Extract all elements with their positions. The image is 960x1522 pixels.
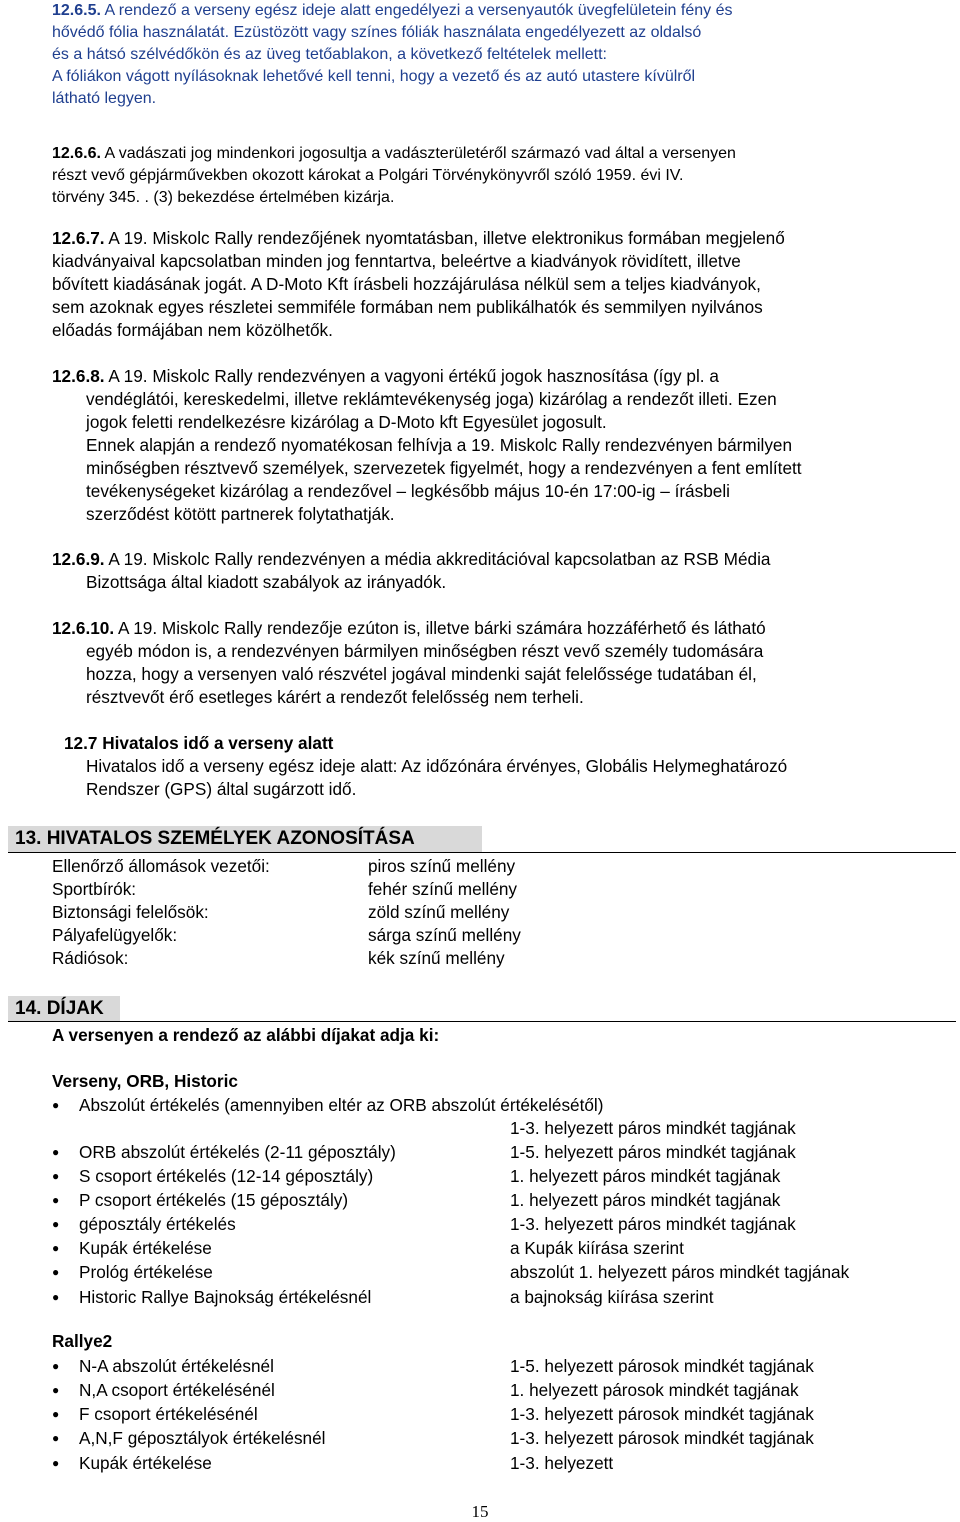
bullet-icon: ● <box>52 1359 60 1373</box>
official-role: Biztonsági felelősök: <box>52 902 209 922</box>
text-line: szerződést kötött partnerek folytathatják. <box>86 504 395 524</box>
official-role: Rádiósok: <box>52 948 129 968</box>
prize-category: A,N,F géposztályok értékelésnél <box>79 1428 326 1448</box>
paragraph-12-6-9 <box>52 548 918 571</box>
section-14-rule <box>8 1021 956 1022</box>
paragraph-12-6-8 <box>52 365 918 388</box>
text-line: Rendszer (GPS) által sugárzott idő. <box>86 779 357 799</box>
prize-award: a Kupák kiírása szerint <box>510 1238 684 1258</box>
prize-category: Kupák értékelése <box>79 1453 212 1473</box>
bullet-icon: ● <box>52 1265 60 1279</box>
page-number: 15 <box>471 1502 489 1521</box>
paragraph-12-7 <box>86 755 926 801</box>
text-line: előadás formájában nem közölhetők. <box>52 320 333 340</box>
paragraph-12-6-7 <box>52 227 918 342</box>
text-line: tevékenységeket kizárólag a rendezővel – legkésőbb május 10-én 17:00-ig – írásbeli <box>86 481 730 501</box>
text-line: A 19. Miskolc Rally rendezőjének nyomtatásban, illetve elektronikus formában megjelenő <box>108 228 785 248</box>
paragraph-number: 12.6.9. <box>52 549 105 569</box>
text-line: A 19. Miskolc Rally rendezvényen a média akkreditációval kapcsolatban az RSB Média <box>108 549 771 569</box>
prize-category: Abszolút értékelés (amennyiben eltér az ORB abszolút értékelésétől) <box>79 1095 604 1115</box>
prize-award: 1-3. helyezett párosok mindkét tagjának <box>510 1404 814 1424</box>
text-line: A vadászati jog mindenkori jogosultja a vadászterületéről származó vad által a versenyen <box>104 145 736 162</box>
paragraph-number: 12.6.6. <box>52 145 101 162</box>
text-line: jogok feletti rendelkezésre kizárólag a D-Moto kft Egyesület jogosult. <box>86 412 607 432</box>
text-line: sem azoknak egyes részletei semmiféle formában nem publikálhatók és semmilyen nyilvános <box>52 297 763 317</box>
bullet-icon: ● <box>52 1169 60 1183</box>
prize-award: 1-3. helyezett párosok mindkét tagjának <box>510 1428 814 1448</box>
prize-category: Prológ értékelése <box>79 1262 213 1282</box>
bullet-icon: ● <box>52 1456 60 1470</box>
prize-category: géposztály értékelés <box>79 1214 236 1234</box>
prize-category: N,A csoport értékelésénél <box>79 1380 275 1400</box>
text-line: részt vevő gépjárművekben okozott károkat a Polgári Törvénykönyvről szóló 1959. évi IV. <box>52 167 684 184</box>
prize-category: ORB abszolút értékelés (2-11 géposztály) <box>79 1142 396 1162</box>
paragraph-12-6-10-cont <box>86 640 918 709</box>
prize-award: 1-3. helyezett páros mindkét tagjának <box>510 1118 796 1138</box>
text-line: Bizottsága által kiadott szabályok az irányadók. <box>86 572 447 592</box>
section-12-7-title: 12.7 Hivatalos idő a verseny alatt <box>64 733 334 753</box>
prize-award: 1-5. helyezett párosok mindkét tagjának <box>510 1356 814 1376</box>
text-line: bővített kiadásának jogát. A D-Moto Kft írásbeli hozzájárulása nélkül sem a teljes kiadványok, <box>52 274 761 294</box>
section-14-subtitle: A versenyen a rendező az alábbi díjakat adja ki: <box>52 1025 440 1045</box>
bullet-icon: ● <box>52 1241 60 1255</box>
prize-award: abszolút 1. helyezett páros mindkét tagjának <box>510 1262 850 1282</box>
bullet-icon: ● <box>52 1407 60 1421</box>
prize-group-heading: Rallye2 <box>52 1331 113 1351</box>
prize-category: F csoport értékelésénél <box>79 1404 258 1424</box>
prize-award: a bajnokság kiírása szerint <box>510 1287 714 1307</box>
text-line: törvény 345. . (3) bekezdése értelmében kizárja. <box>52 189 395 206</box>
text-line: hővédő fólia használatát. Ezüstözött vagy színes fóliák használata engedélyezett az oldalsó <box>52 24 702 41</box>
prize-category: S csoport értékelés (12-14 géposztály) <box>79 1166 374 1186</box>
official-role: Pályafelügyelők: <box>52 925 178 945</box>
prize-award: 1. helyezett párosok mindkét tagjának <box>510 1380 799 1400</box>
bullet-icon: ● <box>52 1217 60 1231</box>
official-role: Sportbírók: <box>52 879 137 899</box>
bullet-icon: ● <box>52 1431 60 1445</box>
paragraph-number: 12.6.5. <box>52 2 101 19</box>
text-line: hozza, hogy a versenyen való részvétel jogával mindenki saját felelőssége tudatában él, <box>86 664 757 684</box>
text-line: A 19. Miskolc Rally rendezője ezúton is, illetve bárki számára hozzáférhető és látható <box>117 618 766 638</box>
paragraph-number: 12.6.8. <box>52 366 105 386</box>
official-vest: sárga színű mellény <box>368 925 521 945</box>
text-line: kiadványaival kapcsolatban minden jog fenntartva, beleértve a kiadványok rövidített, illetve <box>52 251 741 271</box>
text-line: Ennek alapján a rendező nyomatékosan felhívja a 19. Miskolc Rally rendezvényen bármilyen <box>86 435 793 455</box>
prize-award: 1. helyezett páros mindkét tagjának <box>510 1190 781 1210</box>
text-line: vendéglátói, kereskedelmi, illetve reklámtevékenység joga) kizárólag a rendezőt illeti. Ezen <box>86 389 777 409</box>
text-line: A fóliákon vágott nyílásoknak lehetővé kell tenni, hogy a vezető és az autó utastere kívülről <box>52 68 696 85</box>
official-vest: fehér színű mellény <box>368 879 518 899</box>
prize-award: 1-3. helyezett <box>510 1453 614 1473</box>
paragraph-number: 12.6.10. <box>52 618 115 638</box>
official-vest: piros színű mellény <box>368 856 516 876</box>
bullet-icon: ● <box>52 1290 60 1304</box>
text-line: egyéb módon is, a rendezvényen bármilyen minőségben részt vevő személy tudomására <box>86 641 764 661</box>
paragraph-12-6-6 <box>52 143 918 209</box>
official-vest: kék színű mellény <box>368 948 505 968</box>
paragraph-12-6-5 <box>52 0 918 110</box>
prize-category: Kupák értékelése <box>79 1238 212 1258</box>
text-line: A rendező a verseny egész ideje alatt engedélyezi a versenyautók üvegfelületein fény és <box>104 2 733 19</box>
bullet-icon: ● <box>52 1193 60 1207</box>
section-14-heading: 14. DÍJAK <box>8 996 120 1022</box>
paragraph-12-6-10 <box>52 617 918 640</box>
text-line: minőségben résztvevő személyek, szervezetek figyelmét, hogy a rendezvényen a fent említett <box>86 458 802 478</box>
official-role: Ellenőrző állomások vezetői: <box>52 856 270 876</box>
bullet-icon: ● <box>52 1383 60 1397</box>
official-vest: zöld színű mellény <box>368 902 510 922</box>
text-line: Hivatalos idő a verseny egész ideje alatt: Az időzónára érvényes, Globális Helymeghatározó <box>86 756 788 776</box>
prize-category: Historic Rallye Bajnokság értékelésnél <box>79 1287 372 1307</box>
prize-award: 1-3. helyezett páros mindkét tagjának <box>510 1214 796 1234</box>
bullet-icon: ● <box>52 1145 60 1159</box>
text-line: és a hátsó szélvédőkön és az üveg tetőablakon, a következő feltételek mellett: <box>52 46 607 63</box>
section-13-rule <box>8 852 956 853</box>
prize-group-heading: Verseny, ORB, Historic <box>52 1071 238 1091</box>
prize-award: 1. helyezett páros mindkét tagjának <box>510 1166 781 1186</box>
paragraph-12-6-8-cont <box>86 388 926 526</box>
prize-award: 1-5. helyezett páros mindkét tagjának <box>510 1142 796 1162</box>
text-line: résztvevőt érő esetleges kárért a rendezőt felelősség nem terheli. <box>86 687 584 707</box>
bullet-icon: ● <box>52 1098 60 1112</box>
text-line: látható legyen. <box>52 90 157 107</box>
paragraph-12-6-9-cont <box>86 571 926 594</box>
prize-category: P csoport értékelés (15 géposztály) <box>79 1190 349 1210</box>
text-line: A 19. Miskolc Rally rendezvényen a vagyoni értékű jogok hasznosítása (így pl. a <box>108 366 719 386</box>
prize-category: N-A abszolút értékelésnél <box>79 1356 274 1376</box>
paragraph-number: 12.6.7. <box>52 228 105 248</box>
section-13-heading: 13. HIVATALOS SZEMÉLYEK AZONOSÍTÁSA <box>8 826 482 852</box>
